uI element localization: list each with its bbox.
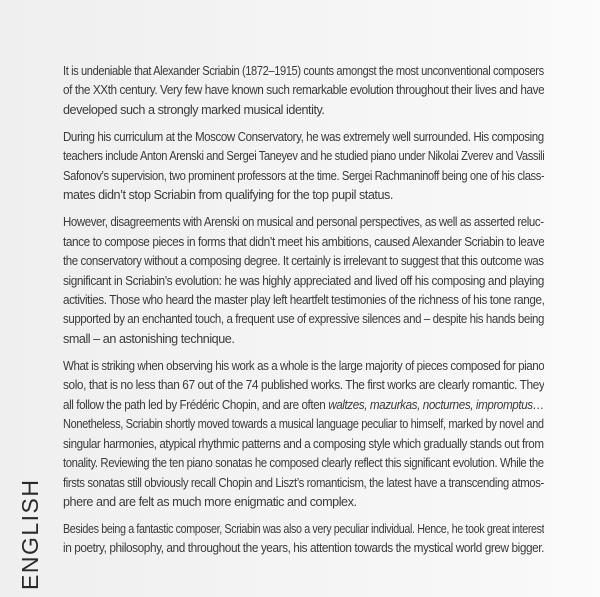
text-line: tonality. Reviewing the ten piano sonatas he composed clearly reflect this significant evolution. While the (63, 456, 544, 471)
text-column (63, 62, 544, 566)
text-line: What is striking when observing his work as a whole is the large majority of pieces composed for piano (63, 358, 544, 373)
text-line: in poetry, philosophy, and throughout the years, his attention towards the mystical world grew bigger. (63, 541, 544, 556)
italic-forms: waltzes, mazurkas, nocturnes, impromptus… (328, 397, 544, 412)
text-line: supported by an enchanted touch, a frequent use of expressive silences and – despite his hands being (63, 312, 544, 327)
text-line-with-italics (63, 396, 544, 415)
text-line: activities. Those who heard the master play left heartfelt testimonies of the richness of his tone range, (63, 293, 544, 307)
text-line: Besides being a fantastic composer, Scriabin was also a very peculiar individual. Hence, he took great interest (63, 522, 544, 536)
text-line: Nonetheless, Scriabin shortly moved towards a musical language peculiar to himself, marked by novel and (63, 417, 544, 432)
text-line: small – an astonishing technique. (63, 331, 235, 346)
text-line: singular harmonies, atypical rhythmic patterns and a composing style which gradually stands out from (63, 436, 544, 451)
text-line: solo, that is no less than 67 out of the 74 published works. The first works are clearly romantic. They (63, 378, 544, 393)
text-line: significant in Scriabin’s evolution: he was highly appreciated and lived off his composing and playing (63, 273, 544, 288)
text-line: mates didn’t stop Scriabin from qualifying for the top pupil status. (63, 188, 393, 203)
text-line: of the XXth century. Very few have known such remarkable evolution throughout their lives and have (63, 83, 544, 98)
text-line: Safonov’s supervision, two prominent professors at the time. Sergei Rachmaninoff being one of his class- (63, 168, 544, 183)
text-line: However, disagreements with Arenski on musical and personal perspectives, as well as asserted reluc- (63, 215, 544, 230)
text-line: firsts sonatas still obviously recall Chopin and Liszt’s romanticism, the latest have a transcending atmos- (63, 475, 544, 490)
text-line: tance to compose pieces in forms that didn’t meet his ambitions, caused Alexander Scriabin to leave (63, 234, 544, 249)
text-line: developed such a strongly marked musical identity. (63, 102, 325, 117)
text-line: It is undeniable that Alexander Scriabin (1872–1915) counts amongst the most unconventional composers (63, 64, 544, 78)
paragraph-departure (63, 213, 544, 349)
language-label: ENGLISH (17, 478, 43, 590)
text-line: During his curriculum at the Moscow Conservatory, he was extremely well surrounded. His composing (63, 129, 544, 144)
text-line: phere and are felt as much more enigmatic and complex. (63, 494, 357, 509)
text-line: the conservatory without a composing degree. It certainly is irrelevant to suggest that this outcome was (63, 254, 544, 269)
paragraph-intro (63, 62, 544, 120)
paragraph-piano-works (63, 357, 544, 513)
paragraph-conservatory (63, 128, 544, 206)
text-segment: all follow the path led by Frédéric Chopin, and are often (63, 397, 329, 412)
text-line: teachers include Anton Arenski and Sergei Taneyev and he studied piano under Nikolai Zverev and Vassili (63, 149, 544, 164)
paragraph-personality (63, 520, 544, 559)
